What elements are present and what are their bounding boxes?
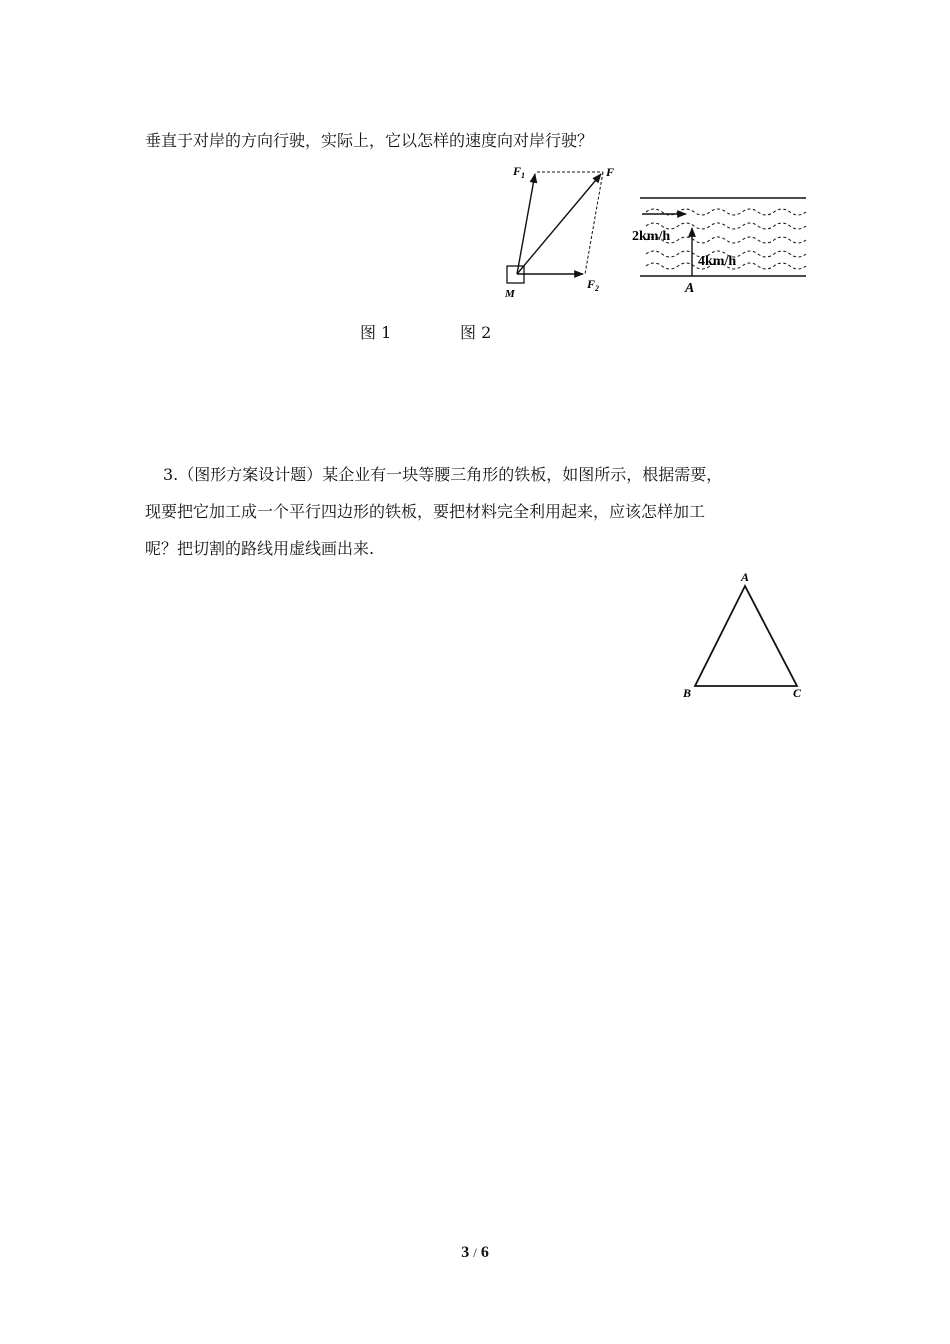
- label-f: F: [606, 165, 615, 179]
- problem3-text-line1: 3.（图形方案设计题）某企业有一块等腰三角形的铁板，如图所示，根据需要，: [163, 465, 723, 484]
- vector-f-arrow: [517, 174, 601, 274]
- force-parallelogram-diagram: [495, 160, 625, 300]
- page-separator: /: [473, 1245, 477, 1260]
- triangle-abc: [695, 586, 797, 686]
- vector-f1-arrow: [517, 174, 535, 274]
- label-vertex-b: B: [683, 686, 692, 700]
- label-f2: $F_2$: [587, 277, 600, 293]
- label-m: M: [505, 288, 515, 300]
- parallelogram-dashed-right: [585, 172, 603, 274]
- problem2-text-line: 垂直于对岸的方向行驶，实际上，它以怎样的速度向对岸行驶？: [145, 131, 594, 150]
- label-f1: $F_1$: [513, 164, 526, 180]
- isosceles-triangle-diagram: [675, 566, 815, 706]
- label-vertex-a: A: [741, 570, 750, 584]
- label-vertex-c: C: [793, 686, 802, 700]
- label-point-a: A: [685, 281, 695, 296]
- problem3-text-line2: 现要把它加工成一个平行四边形的铁板，要把材料完全利用起来，应该怎样加工: [145, 502, 706, 521]
- page-current: 3: [461, 1244, 470, 1261]
- problem3-text-line3: 呢？把切割的路线用虚线画出来.: [145, 539, 375, 558]
- page-number: [0, 1244, 950, 1262]
- page-total: 6: [480, 1244, 489, 1261]
- figure1-caption: 图 1: [360, 323, 392, 342]
- figure2-caption: 图 2: [460, 323, 492, 342]
- river-crossing-diagram: [628, 190, 813, 300]
- label-boat-speed: 4km/h: [698, 254, 737, 269]
- label-flow-speed: 2km/h: [632, 229, 671, 244]
